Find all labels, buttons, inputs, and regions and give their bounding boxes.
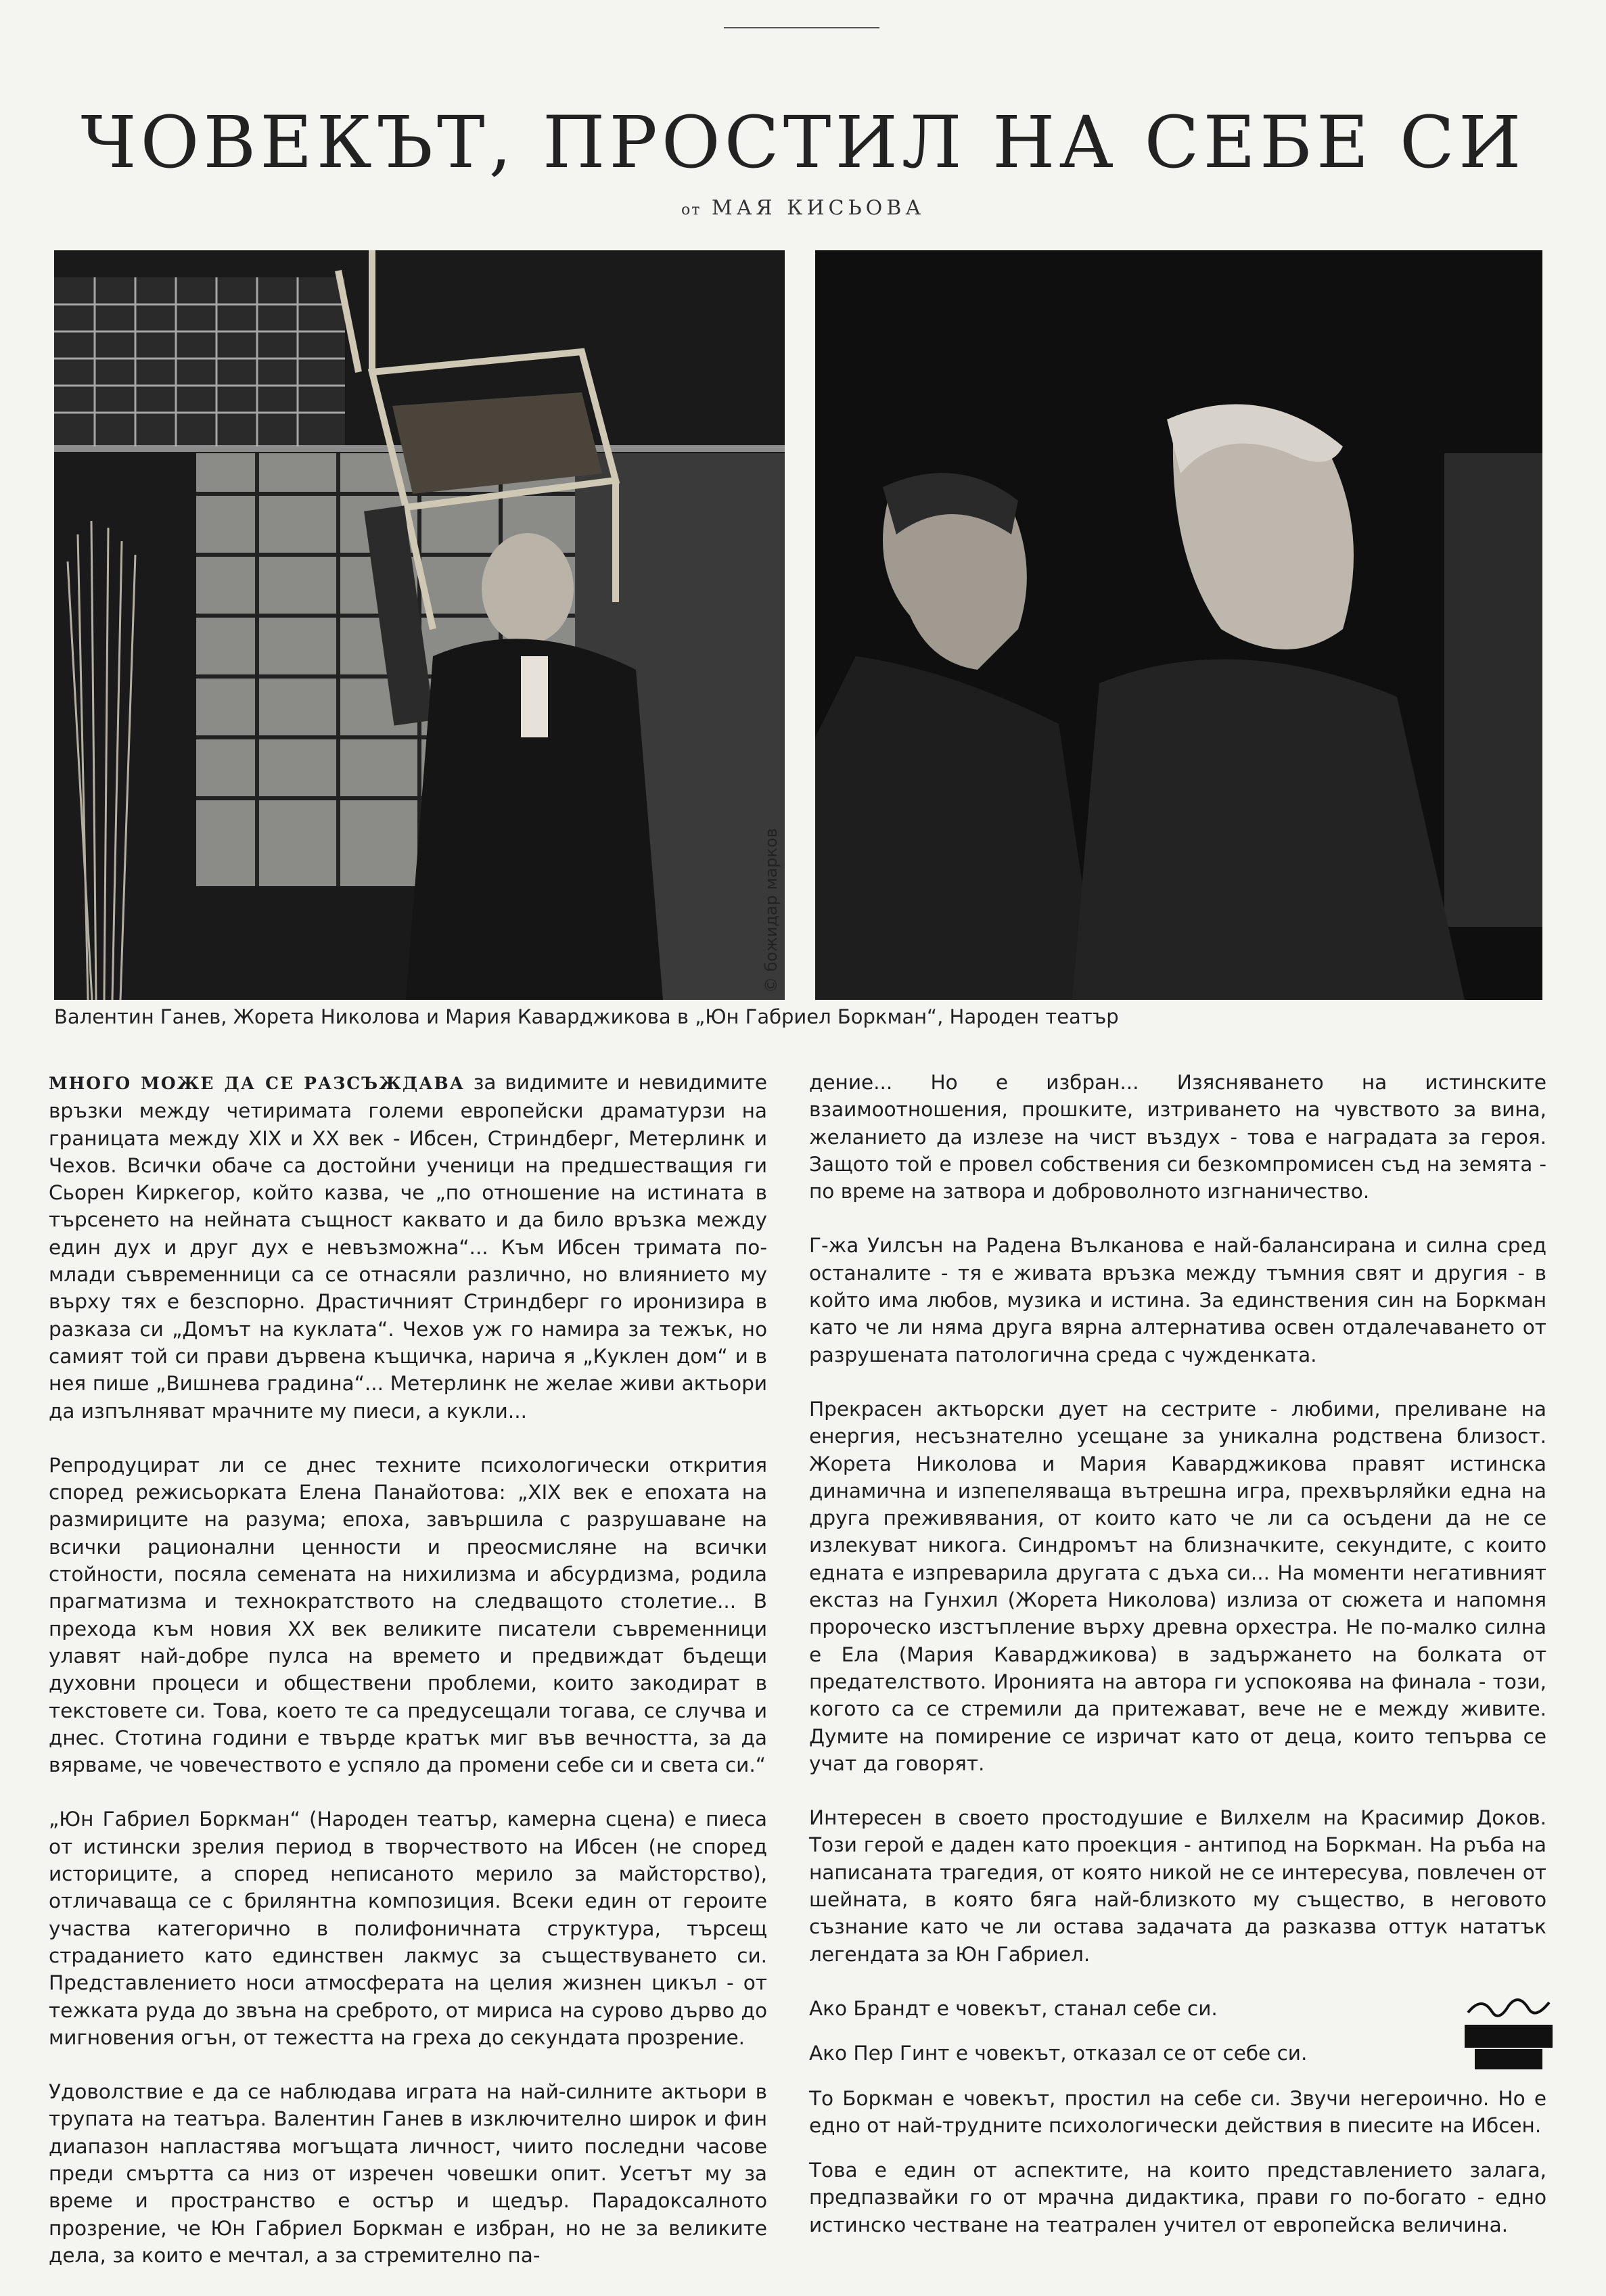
article-title: ЧОВЕКЪТ, ПРОСТИЛ НА СЕБЕ СИ bbox=[81, 101, 1525, 185]
article-paragraph: Прекрасен актьорски дует на сестрите - любими, преливане на енергия, несъзнателно усещане за уникална родствена близост. Жорета Николова и Мария Каварджикова правят истинска динамична и изпепеляваща вътрешна игра, прехвърляйки една на друга преживявания, от които като че ли са осъдени да не се излекуват никога. Синдромът на близначките, секундите, с които едната е изпреварила другата с дъха си... На моменти негативният екстаз на Гунхил (Жорета Николова) излиза от сюжета и напомня пророческо изстъпление върху древна орхестра. Не по-малко силна е Ела (Мария Каварджикова) в задържането на болката от предателството. Иронията на автора ги успокоява на финала - този, когото са се стремили да притежават, вече не е между живите. Думите на помирение се изричат като от деца, които тепърва се учат да говорят. bbox=[809, 1397, 1546, 1775]
byline bbox=[0, 196, 1606, 220]
photo-left-illustration bbox=[54, 250, 785, 1000]
photo-right bbox=[815, 250, 1542, 1000]
article-paragraph: То Боркман е човекът, простил на себе си. Звучи негероично. Но е едно от най-трудните психологически действия в пиесите на Ибсен. bbox=[809, 2086, 1546, 2137]
article-paragraph: Г-жа Уилсън на Радена Вълканова е най-балансирана и силна сред останалите - тя е живата връзка между тъмния свят и другия - в който има любов, музика и истина. За единствения син на Боркман като че ли няма друга вярна алтернатива освен отдалечаването от разрушената патологична среда с чужденката. bbox=[809, 1234, 1546, 1367]
paragraph-text: „Юн Габриел Боркман“ (Народен театър, камерна сцена) е пиеса от истински зрелия период в творчеството на Ибсен (не според историците, а според неписаното мерило за майсторство), отличаваща се с брилянтна композиция. Всеки един от героите участва категорично в полифоничната структура, търсещ страданието като единствен лакмус за съществуването си. Представлението носи атмосферата на целия жизнен цикъл - от тежката руда до звъна на среброто, от мириса на сурово дърво до мигновения огън, от тежестта на греха до секундата прозрение. bbox=[49, 1808, 767, 2049]
article-paragraph: дение... Но е избран... Изясняването на истинските взаимоотношения, прошките, изтриването на чувството за вина, желанието да излезе на чист въздух - това е наградата за героя. Защото той е провел собствения си безкомпромисен съд на земята - по време на затвора и доброволното изгнаничество. bbox=[809, 1071, 1546, 1203]
article-paragraph bbox=[49, 1806, 767, 2051]
paragraph-text: за видимите и невидимите връзки между четиримата големи европейски драматурзи на границата между XIX и XX век - Ибсен, Стриндберг, Метерлинк и Чехов. Всички обаче са достойни ученици на предшестващия ги Сьорен Киркегор, който казва, че „по отношение на истината в търсенето на нейната същност каквато и да било връзка между един дух и друг дух е невъзможна“... Към Ибсен тримата по-млади съвременници са се отнасяли различно, но влиянието му върху тях е безспорно. Драстичният Стриндберг го иронизира в разказа си „Домът на куклата“. Чехов уж го намира за тежък, но самият той си прави дървена къщичка, нарича я „Куклен дом“ и в нея пише „Вишнева градина“... Метерлинк не желае живи актьори да изпълняват мрачните му пиеси, а кукли... bbox=[49, 1071, 767, 1423]
article-paragraph: Ако Пер Гинт е човекът, отказал се от себе си. bbox=[809, 2042, 1308, 2065]
article-left-column bbox=[49, 1069, 767, 2296]
photo-caption: Валентин Ганев, Жорета Николова и Мария Каварджикова в „Юн Габриел Боркман“, Народен театър bbox=[54, 1005, 1119, 1028]
byline-author: МАЯ КИСЬОВА bbox=[711, 196, 925, 220]
article-paragraph bbox=[49, 1452, 767, 1779]
article-paragraph: Интересен в своето простодушие е Вилхелм на Красимир Доков. Този герой е даден като проекция - антипод на Боркман. На ръба на написаната трагедия, от която никой не се интересува, повлечен от шейната, в която бяга най-близкото му същество, в неговото съзнание като че ли остава задачата да разказва оттук нататък легендата за Юн Габриел. bbox=[809, 1806, 1546, 1966]
photo-credit: © божидар марков bbox=[762, 828, 781, 993]
article-right-column bbox=[809, 1069, 1546, 2266]
paragraph-text: Репродуцират ли се днес техните психологически открития според режисьорката Елена Панайотова: „XIX век е епохата на размириците на разума; епоха, завършила с разрушаване на всички рационални ценности и преосмисляне на всички стойности, посяла семената на нихилизма и абсурдизма, родила прагматизма и технократството на следващото столетие... В прехода към новия XX век великите писатели съвременници улавят най-добре пулса на времето и предвиждат бъдещи духовни процеси и обществени проблеми, които закодират в текстовете си. Това, което те са предусещали тогава, се случва и днес. Стотина години е твърде кратък миг във вечността, за да вярваме, че човечеството е успяло да промени себе си и света си.“ bbox=[49, 1453, 767, 1777]
top-rule bbox=[724, 27, 879, 28]
article-paragraph bbox=[49, 2078, 767, 2269]
photo-left bbox=[54, 250, 785, 1000]
theatre-logo-mark bbox=[1461, 1992, 1556, 2073]
paragraph-lead: МНОГО МОЖЕ ДА СЕ РАЗСЪЖДАВА bbox=[49, 1074, 465, 1093]
byline-prefix: от bbox=[681, 202, 702, 219]
photo-right-illustration bbox=[815, 250, 1542, 1000]
article-paragraph bbox=[49, 1069, 767, 1425]
article-paragraph: Това е един от аспектите, на които представлението залага, предпазвайки го от мрачна дидактика, прави го по-богато - едно истинско честване на театрален учител от европейска величина. bbox=[809, 2159, 1546, 2236]
paragraph-text: Удоволствие е да се наблюдава играта на най-силните актьори в трупата на театъра. Валентин Ганев в изключително широк и фин диапазон напластява могъщата личност, чиито последни часове преди смъртта са низ от изречен човешки опит. Усетът му за време и пространство е остър и щедър. Парадоксалното прозрение, че Юн Габриел Боркман е избран, но не за великите дела, за които е мечтал, а за стремително па- bbox=[49, 2080, 767, 2267]
theatre-logo bbox=[1461, 1992, 1556, 2073]
article-paragraph: Ако Брандт е човекът, станал себе си. bbox=[809, 1996, 1218, 2020]
